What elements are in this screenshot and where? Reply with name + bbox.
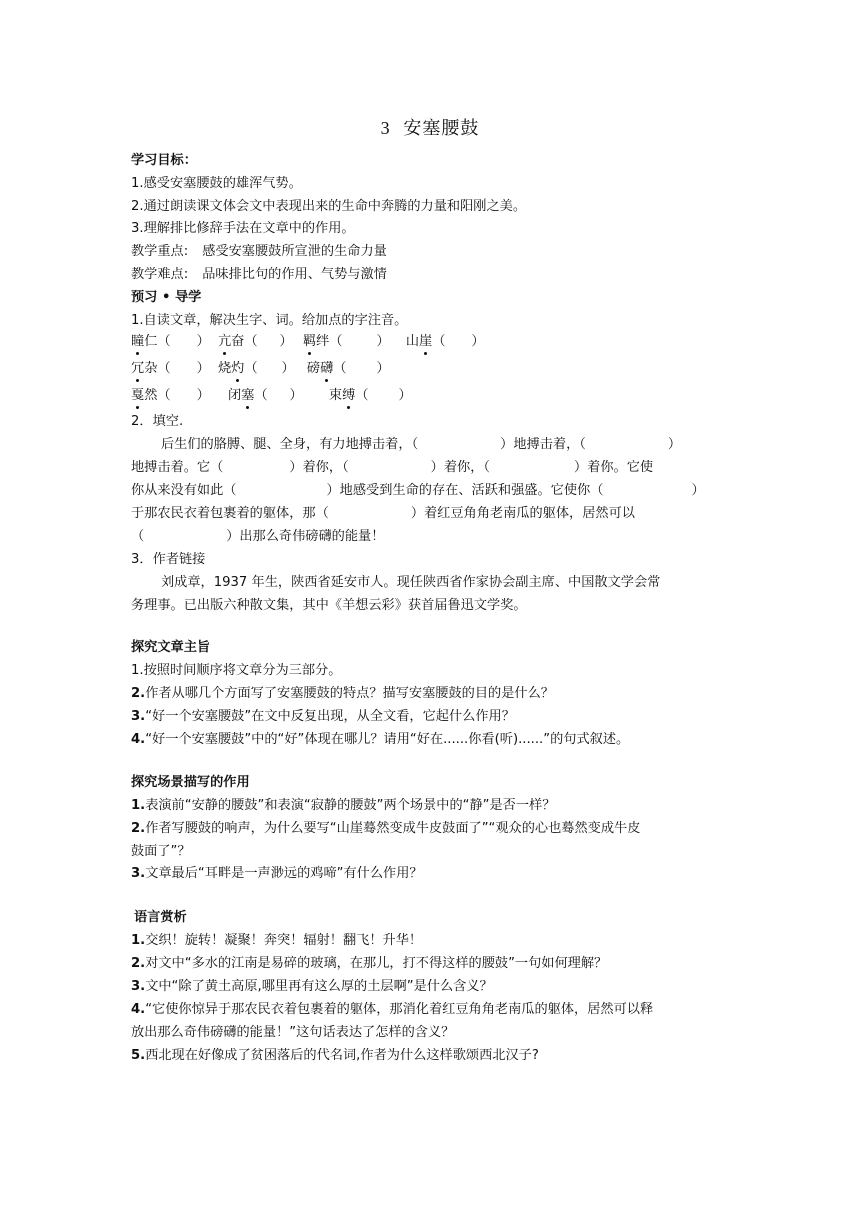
goals-heading: 学习目标：	[131, 153, 197, 168]
goal-item: 3.理解排比修辞手法在文章中的作用。	[131, 221, 355, 236]
preview-q3: 3．作者链接	[131, 552, 206, 567]
pinyin-row-1	[131, 334, 485, 350]
preview-q1: 1.自读文章，解决生字、词。给加点的字注音。	[131, 313, 408, 328]
theme-item: 1.按照时间顺序将文章分为三部分。	[131, 663, 342, 678]
fill-line-4: 于那农民衣着包裹着的躯体，那（ ）着红豆角角老南瓜的躯体，居然可以	[131, 506, 635, 521]
scene-heading: 探究场景描写的作用	[131, 775, 250, 790]
fill-line-2: 地搏击着。它（ ）着你，（ ）着你，（ ）着你。它使	[131, 460, 654, 475]
word-item: 亢奋（ ）	[217, 334, 293, 349]
focus-text: 感受安塞腰鼓所宣泄的生命力量	[202, 244, 387, 259]
word-item: 戛然（ ）	[131, 388, 210, 403]
word-item: 冗杂（ ）	[131, 361, 210, 376]
theme-heading: 探究文章主旨	[131, 640, 211, 655]
lesson-number: 3	[380, 118, 391, 138]
author-text: 务理事。已出版六种散文集，其中《羊想云彩》获首届鲁迅文学奖。	[131, 598, 527, 613]
language-item: 放出那么奇伟磅礴的能量！”这句话表达了怎样的含义？	[131, 1025, 455, 1040]
language-item: 2.对文中“多水的江南是易碎的玻璃，在那儿，打不得这样的腰鼓”一句如何理解？	[131, 956, 608, 971]
word-item: 山崖（ ）	[405, 334, 485, 349]
pinyin-row-3	[131, 388, 412, 404]
scene-item: 1.表演前“安静的腰鼓”和表演“寂静的腰鼓”两个场景中的“静”是否一样？	[131, 798, 556, 813]
page-title	[0, 114, 860, 140]
author-text: 刘成章，1937 年生，陕西省延安市人。现任陕西省作家协会副主席、中国散文学会常	[161, 575, 661, 590]
language-item: 5.西北现在好像成了贫困落后的代名词,作者为什么这样歌颂西北汉子?	[131, 1048, 539, 1063]
fill-line-3: 你从来没有如此（ ）地感受到生命的存在、活跃和强盛。它使你（ ）	[131, 483, 705, 498]
goal-item: 1.感受安塞腰鼓的雄浑气势。	[131, 176, 302, 191]
word-item: 闭塞（ ）	[227, 388, 303, 403]
scene-item: 3.文章最后“耳畔是一声渺远的鸡啼”有什么作用？	[131, 866, 423, 881]
language-item: 4.“它使你惊异于那农民衣着包裹着的躯体，那消化着红豆角角老南瓜的躯体，居然可以释	[131, 1002, 654, 1017]
theme-item: 3.“好一个安塞腰鼓”在文中反复出现，从全文看，它起什么作用？	[131, 709, 515, 724]
word-item: 烧灼（ ）	[217, 361, 295, 376]
word-item: 瞳仁（ ）	[131, 334, 210, 349]
language-item: 3.文中“除了黄土高原,哪里再有这么厚的土层啊”是什么含义？	[131, 979, 493, 994]
preview-q2: 2．填空.	[131, 414, 184, 429]
word-item: 羁绊（ ）	[302, 334, 390, 349]
fill-line-1: 后生们的胳膊、腿、全身，有力地搏击着，（ ）地搏击着，（ ）	[161, 437, 682, 452]
language-heading: 语言赏析	[134, 910, 187, 925]
word-item: 束缚（ ）	[328, 388, 412, 403]
focus-label: 教学重点:	[131, 244, 189, 259]
language-item: 1.交织！旋转！凝聚！奔突！辐射！翻飞！升华！	[131, 933, 423, 948]
theme-item: 2.作者从哪几个方面写了安塞腰鼓的特点？描写安塞腰鼓的目的是什么？	[131, 686, 554, 701]
lesson-title: 安塞腰鼓	[403, 118, 480, 139]
pinyin-row-2	[131, 361, 390, 377]
focus-line	[131, 244, 387, 260]
difficulty-label: 教学难点:	[131, 267, 189, 282]
scene-item: 鼓面了”？	[131, 844, 191, 859]
goal-item: 2.通过朗读课文体会文中表现出来的生命中奔腾的力量和阳刚之美。	[131, 199, 527, 214]
difficulty-line	[131, 267, 387, 283]
fill-line-5: （ ）出那么奇伟磅礴的能量！	[131, 529, 385, 544]
preview-heading: 预习 • 导学	[131, 290, 202, 305]
theme-item: 4.“好一个安塞腰鼓”中的“好”体现在哪儿？请用“好在......你看(听)......”的句式叙述。	[131, 732, 630, 747]
scene-item: 2.作者写腰鼓的响声，为什么要写“山崖蓦然变成牛皮鼓面了”“观众的心也蓦然变成牛皮	[131, 821, 641, 836]
word-item: 磅礴（ ）	[306, 361, 390, 376]
difficulty-text: 品味排比句的作用、气势与激情	[202, 267, 387, 282]
